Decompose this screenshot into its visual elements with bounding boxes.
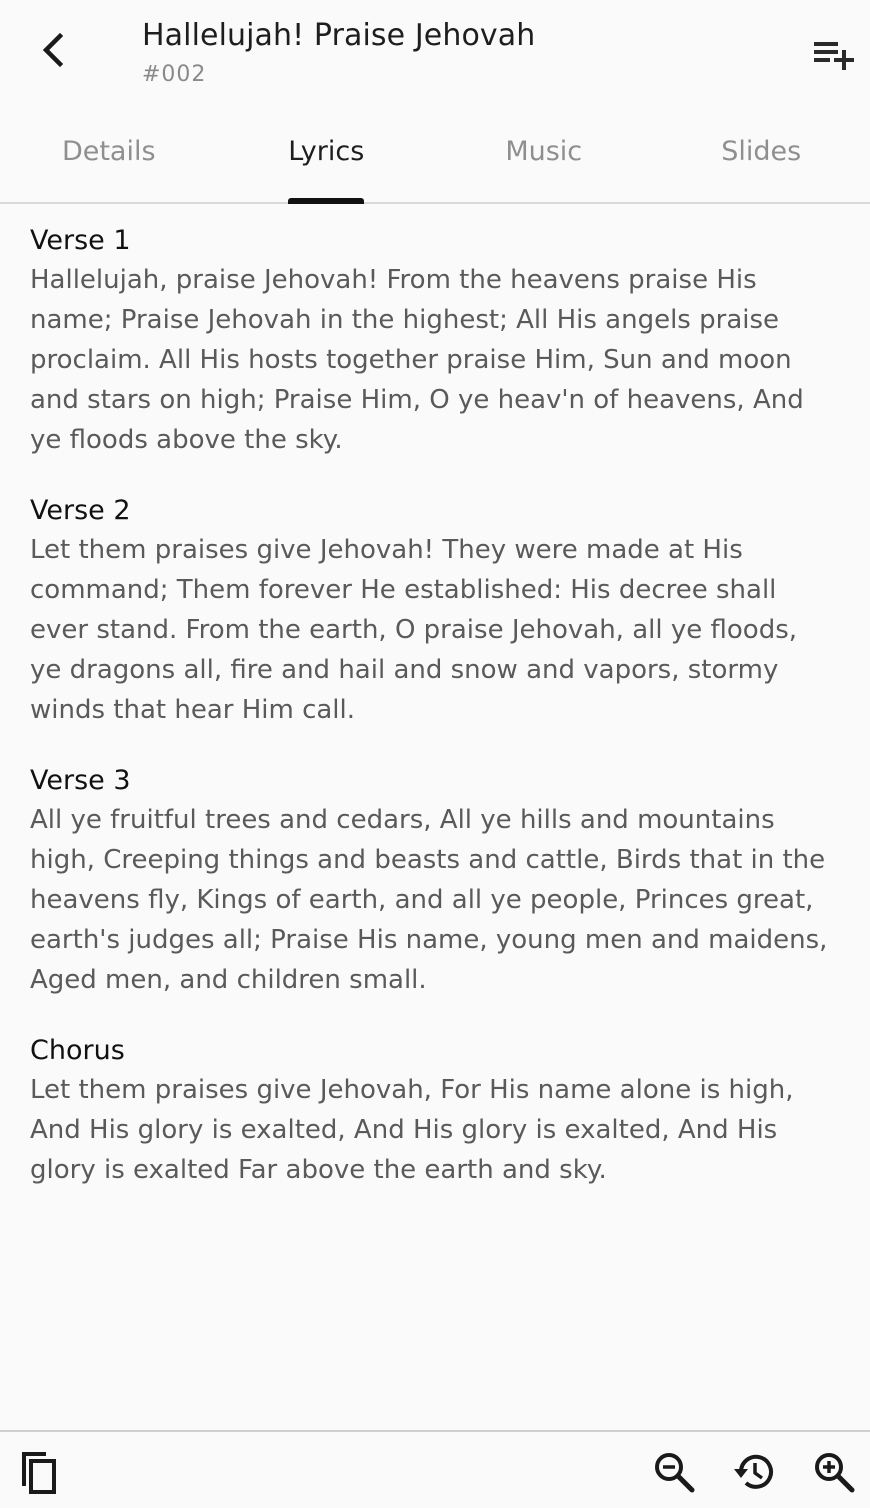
tab-label: Music <box>505 135 583 167</box>
zoom-in-icon <box>812 1450 856 1494</box>
section-title: Chorus <box>30 1035 125 1066</box>
history-button[interactable] <box>726 1444 782 1500</box>
section-title: Verse 3 <box>30 765 131 796</box>
copy-icon <box>16 1448 60 1496</box>
zoom-in-button[interactable] <box>806 1444 862 1500</box>
tab-music[interactable] <box>435 110 653 202</box>
song-number: #002 <box>142 62 207 87</box>
song-title: Hallelujah! Praise Jehovah <box>142 18 536 53</box>
section-title: Verse 1 <box>30 225 131 256</box>
tab-bar <box>0 110 870 204</box>
copy-button[interactable] <box>10 1444 66 1500</box>
tab-label: Lyrics <box>288 135 365 167</box>
add-to-playlist-button[interactable] <box>804 24 864 84</box>
bottom-toolbar <box>0 1430 870 1508</box>
zoom-out-button[interactable] <box>646 1444 702 1500</box>
lyrics-section-chorus <box>30 1032 830 1190</box>
section-text: Let them praises give Jehovah! They were made at His command; Them forever He established: His decree shall ever stand. From the earth, O praise Jehovah, all ye floods, ye dragons all, fire and hail and snow and vapors, stormy winds that hear Him call. <box>30 535 798 725</box>
playlist-add-icon <box>812 34 856 74</box>
tab-label: Slides <box>721 135 802 167</box>
section-title: Verse 2 <box>30 495 131 526</box>
history-icon <box>731 1450 777 1494</box>
lyrics-section-verse-1 <box>30 222 830 460</box>
section-text: All ye fruitful trees and cedars, All ye hills and mountains high, Creeping things and beasts and cattle, Birds that in the heavens fly, Kings of earth, and all ye people, Princes great, earth's judges all; Praise His name, young men and maidens, Aged men, and children small. <box>30 805 828 995</box>
app-header <box>0 0 870 110</box>
tab-label: Details <box>61 135 156 167</box>
tab-details[interactable] <box>0 110 218 202</box>
section-text: Let them praises give Jehovah, For His name alone is high, And His glory is exalted, And His glory is exalted, And His glory is exalted Far above the earth and sky. <box>30 1075 794 1185</box>
lyrics-content <box>30 222 830 1222</box>
lyrics-section-verse-2 <box>30 492 830 730</box>
back-button[interactable] <box>22 18 86 82</box>
tab-slides[interactable] <box>653 110 870 202</box>
active-tab-indicator <box>288 198 364 204</box>
tab-lyrics[interactable] <box>218 110 436 202</box>
section-text: Hallelujah, praise Jehovah! From the heavens praise His name; Praise Jehovah in the highest; All His angels praise proclaim. All His hosts together praise Him, Sun and moon and stars on high; Praise Him, O ye heav'n of heavens, And ye floods above the sky. <box>30 265 804 455</box>
arrow-back-icon <box>34 30 74 70</box>
zoom-out-icon <box>652 1450 696 1494</box>
lyrics-section-verse-3 <box>30 762 830 1000</box>
